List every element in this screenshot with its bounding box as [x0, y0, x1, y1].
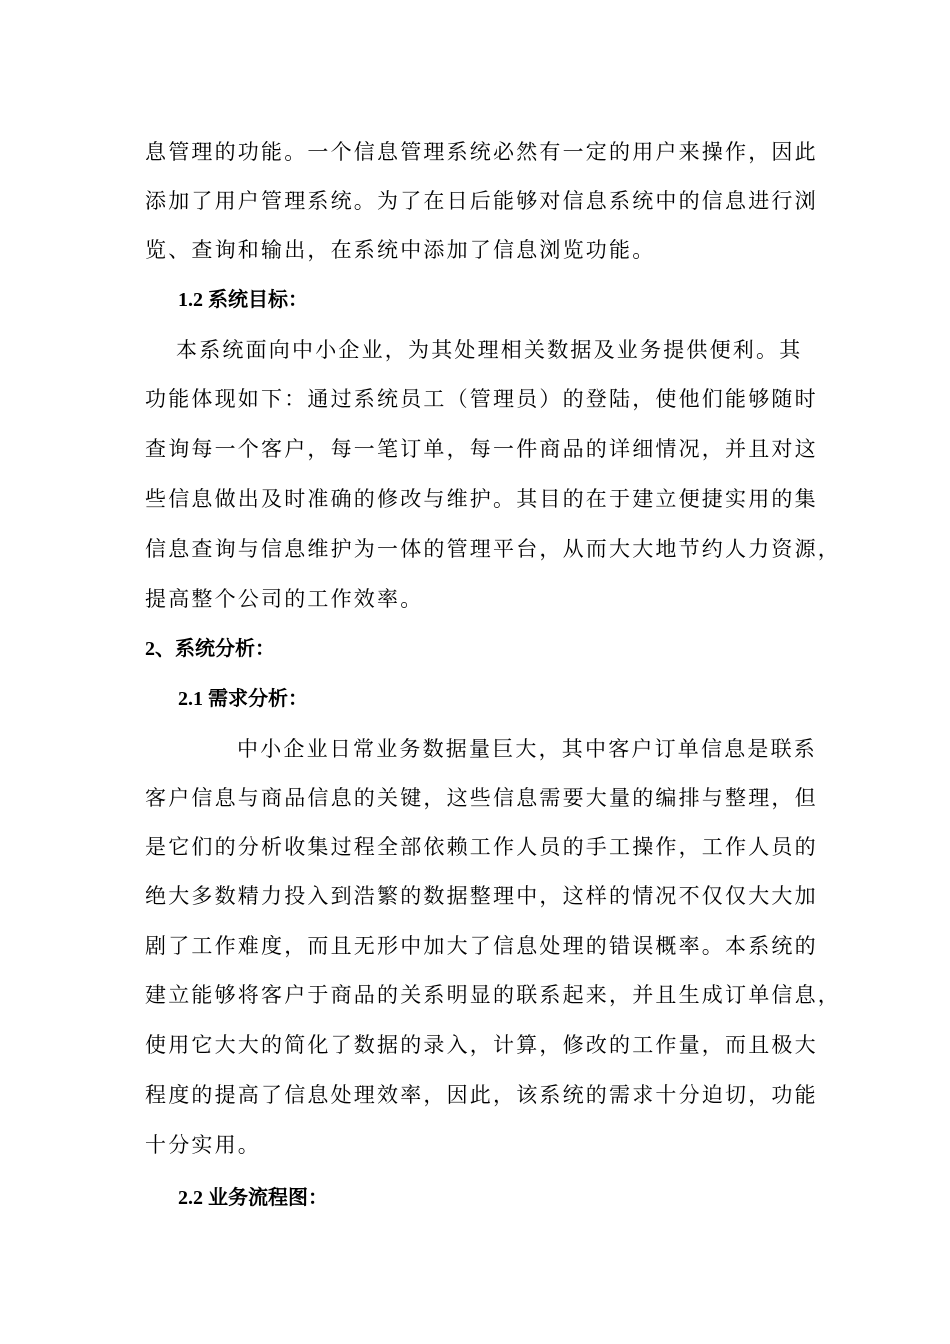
intro-line-1: 息管理的功能。一个信息管理系统必然有一定的用户来操作，因此 — [145, 140, 818, 164]
section-2-1-line-9: 十分实用。 — [145, 1133, 261, 1157]
section-1-2-line-1: 本系统面向中小企业，为其处理相关数据及业务提供便利。其 — [176, 338, 803, 362]
section-2-2-heading: 2.2 业务流程图： — [178, 1187, 328, 1209]
section-1-2-line-2: 功能体现如下：通过系统员工（管理员）的登陆，使他们能够随时 — [145, 387, 818, 411]
section-2-1-line-6: 建立能够将客户于商品的关系明显的联系起来，并且生成订单信息， — [145, 983, 841, 1007]
section-1-2-line-5: 信息查询与信息维护为一体的管理平台，从而大大地节约人力资源， — [145, 537, 841, 561]
intro-line-3: 览、查询和输出，在系统中添加了信息浏览功能。 — [145, 238, 656, 262]
section-1-2-line-4: 些信息做出及时准确的修改与维护。其目的在于建立便捷实用的集 — [145, 487, 818, 511]
section-2-1-line-8: 程度的提高了信息处理效率，因此，该系统的需求十分迫切，功能 — [145, 1083, 818, 1107]
section-2-1-line-4: 绝大多数精力投入到浩繁的数据整理中，这样的情况不仅仅大大加 — [145, 884, 818, 908]
section-2-1-line-7: 使用它大大的简化了数据的录入，计算，修改的工作量，而且极大 — [145, 1033, 818, 1057]
section-1-2-line-3: 查询每一个客户，每一笔订单，每一件商品的详细情况，并且对这 — [145, 437, 818, 461]
section-2-1-line-2: 客户信息与商品信息的关键，这些信息需要大量的编排与整理，但 — [145, 786, 818, 810]
section-1-2-heading: 1.2 系统目标： — [178, 289, 308, 311]
intro-line-2: 添加了用户管理系统。为了在日后能够对信息系统中的信息进行浏 — [145, 189, 818, 213]
section-2-1-line-3: 是它们的分析收集过程全部依赖工作人员的手工操作，工作人员的 — [145, 835, 818, 859]
section-2-1-heading: 2.1 需求分析： — [178, 688, 308, 710]
section-2-1-line-5: 剧了工作难度，而且无形中加大了信息处理的错误概率。本系统的 — [145, 934, 818, 958]
section-1-2-line-6: 提高整个公司的工作效率。 — [145, 587, 424, 611]
section-2-heading: 2、系统分析： — [145, 638, 275, 660]
section-2-1-line-1: 中小企业日常业务数据量巨大，其中客户订单信息是联系 — [237, 737, 817, 761]
